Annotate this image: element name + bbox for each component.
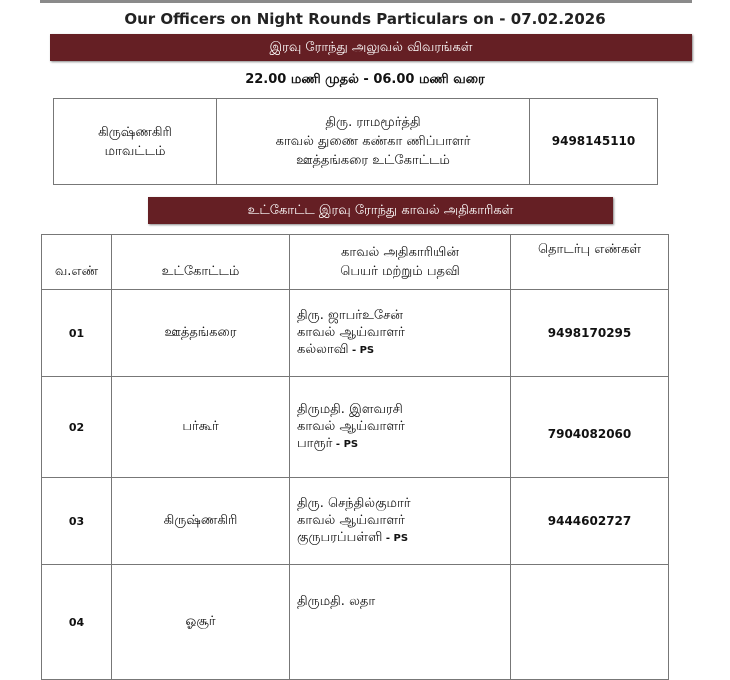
row-officer: [290, 377, 511, 478]
row-sno: 02: [42, 377, 112, 478]
officer-name: திரு. செந்தில்குமார்: [297, 496, 411, 511]
page-title: Our Officers on Night Rounds Particulars on - 07.02.2026: [124, 10, 606, 28]
header-sno: வ.எண்: [42, 235, 112, 290]
row-phone: [511, 565, 669, 680]
ps-suffix: - PS: [348, 345, 375, 356]
subdivision-officers-banner: உட்கோட்ட இரவு ரோந்து காவல் அதிகாரிகள்: [148, 197, 613, 224]
row-officer: [290, 565, 511, 680]
row-subdivision: கிருஷ்ணகிரி: [112, 478, 290, 565]
row-phone: 7904082060: [511, 377, 669, 478]
top-rule: [40, 0, 692, 3]
officer-designation: காவல் ஆய்வாளர்: [297, 513, 405, 528]
table-row: [42, 290, 669, 377]
row-officer: [290, 478, 511, 565]
header-officer-line1: காவல் அதிகாரியின்: [341, 245, 459, 260]
header-officer-line2: பெயர் மற்றும் பதவி: [340, 264, 460, 279]
row-subdivision: பர்கூர்: [112, 377, 290, 478]
duty-hours: 22.00 மணி முதல் - 06.00 மணி வரை: [245, 72, 485, 87]
row-subdivision: ஊத்தங்கரை: [112, 290, 290, 377]
header-contact: தொடர்பு எண்கள்: [511, 235, 669, 290]
officer-designation: காவல் ஆய்வாளர்: [297, 419, 405, 434]
district-officer-subdivision: ஊத்தங்கரை உட்கோட்டம்: [296, 153, 450, 168]
header-subdivision: உட்கோட்டம்: [112, 235, 290, 290]
officer-name: திரு. ஜாபர்உசேன்: [297, 308, 403, 323]
table-row: [42, 565, 669, 680]
row-sno: 01: [42, 290, 112, 377]
officer-station: கல்லாவி: [297, 342, 349, 357]
district-name: [54, 99, 217, 185]
row-phone: 9498170295: [511, 290, 669, 377]
header-officer: [290, 235, 511, 290]
district-officer-phone: 9498145110: [530, 99, 658, 185]
district-name-line2: மாவட்டம்: [104, 143, 166, 159]
table-header-row: [42, 235, 669, 290]
officer-station: பாரூர்: [297, 436, 333, 451]
district-name-line1: கிருஷ்ணகிரி: [98, 124, 172, 140]
row-sno: 03: [42, 478, 112, 565]
district-officer-row: [54, 99, 658, 185]
table-row: [42, 478, 669, 565]
table-row: [42, 377, 669, 478]
ps-suffix: - PS: [332, 439, 359, 450]
officer-name: திருமதி. லதா: [297, 594, 376, 609]
officer-designation: காவல் ஆய்வாளர்: [297, 325, 405, 340]
officer-name: திருமதி. இளவரசி: [297, 402, 403, 417]
district-officer-table: [53, 98, 658, 185]
district-officer-name: திரு. ராமமூர்த்தி: [325, 115, 421, 130]
row-officer: [290, 290, 511, 377]
row-phone: 9444602727: [511, 478, 669, 565]
subdivision-officers-table: [41, 234, 669, 680]
district-officer-designation: காவல் துணை கண்கா ணிப்பாளர்: [275, 134, 471, 149]
officer-station-line: [297, 341, 510, 359]
district-officer: [217, 99, 530, 185]
officer-station-line: [297, 529, 510, 547]
officer-station-line: [297, 435, 510, 453]
ps-suffix: - PS: [382, 533, 409, 544]
row-sno: 04: [42, 565, 112, 680]
row-subdivision: ஓசூர்: [112, 565, 290, 680]
officer-station: குருபரப்பள்ளி: [297, 530, 383, 545]
night-rounds-banner: இரவு ரோந்து அலுவல் விவரங்கள்: [50, 34, 692, 61]
